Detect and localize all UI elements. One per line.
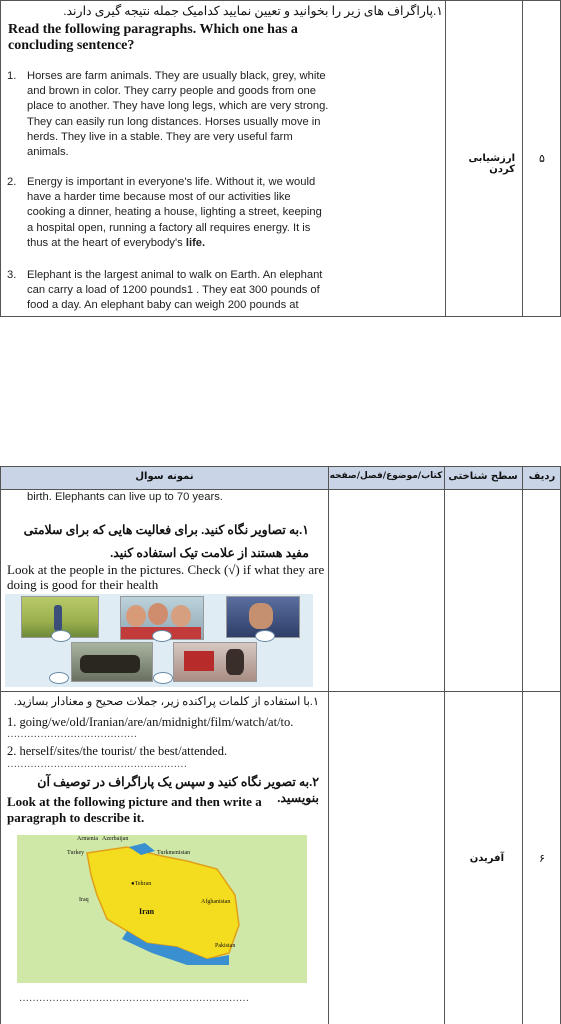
question-instruction-persian: ۱.پاراگراف های زیر را بخوانید و تعیین نمایید کدامیک جمله نتیجه گیری دارند. <box>63 4 443 18</box>
paragraph-list <box>1 69 331 314</box>
question-map-persian: ۲.به تصویر نگاه کنید و سپس یک پاراگراف در توصیف آن بنویسید. <box>37 775 319 805</box>
answer-line: …………………………………………………………… <box>19 993 249 1004</box>
cognitive-level: ارزشیابی کردن <box>468 153 515 175</box>
header-row: ردیف <box>528 471 556 482</box>
map-label-pakistan: Pakistan <box>215 943 236 949</box>
paragraph-text-bold: life. <box>185 236 206 249</box>
question-pictures-english: Look at the people in the pictures. Check (√) if what they are doing is good for their health <box>7 562 325 592</box>
check-bubble[interactable] <box>255 630 275 642</box>
answer-line: ………………………………… <box>7 729 137 740</box>
header-sample-question: نمونه سوال <box>135 471 194 482</box>
map-graphic <box>17 835 307 983</box>
check-bubble[interactable] <box>51 630 71 642</box>
row-number: ۵ <box>539 152 545 165</box>
question-words-persian: ۱.با استفاده از کلمات پراکنده زیر، جملات صحیح و معنادار بسازید. <box>13 696 319 708</box>
word-item-1: 1. going/we/old/Iranian/are/an/midnight/film/watch/at/to. <box>7 715 294 729</box>
table-top <box>0 0 561 317</box>
health-pictures <box>5 594 313 687</box>
check-bubble[interactable] <box>153 672 173 684</box>
map-label-turkmenistan: Turkmenistan <box>157 850 191 856</box>
map-iran <box>17 835 307 983</box>
check-bubble[interactable] <box>49 672 69 684</box>
column-divider <box>522 467 523 1024</box>
row-number: ۶ <box>539 852 545 865</box>
paragraph-continuation: birth. Elephants can live up to 70 years. <box>27 491 223 503</box>
paragraph-text: Horses are farm animals. They are usually black, grey, white and brown in color. They carry people and goods from one place to another. They have long legs, which are very strong. They can easily run long distances. Horses usually move in herds. They live in a stable. They are very useful farm animals. <box>27 70 329 159</box>
question-pictures-persian: ۱.به تصاویر نگاه کنید. برای فعالیت هایی که برای سلامتی مفید هستند از علامت تیک استفاده کنید. <box>23 523 309 560</box>
photo-horse-riding <box>71 642 153 682</box>
question-map-english: Look at the following picture and then write a paragraph to describe it. <box>7 794 262 825</box>
photo-computer <box>173 642 257 682</box>
cognitive-level: آفریدن <box>469 853 504 864</box>
map-label-turkey: Turkey <box>67 850 85 856</box>
list-item: 2. Energy is important in everyone's life. Without it, we would have a harder time because most of our activities like cooking a dinner, heating a house, lighting a street, keeping a hospital open, running a factory all requires energy. It is thus at the heart of everybody's life. <box>7 176 322 249</box>
map-label-armenia: Armenia <box>77 836 98 842</box>
header-book: کتاب/موضوع/فصل/صفحه <box>329 471 443 481</box>
map-label-iraq: Iraq <box>79 897 89 903</box>
map-label-tehran: ●Tehran <box>131 881 152 887</box>
map-label-azerbaijan: Azerbaijan <box>102 836 129 842</box>
column-divider <box>444 467 445 1024</box>
map-label-iran: Iran <box>139 907 155 916</box>
map-label-afghanistan: Afghanistan <box>201 899 231 905</box>
list-item: 1. Horses are farm animals. They are usually black, grey, white and brown in color. They carry people and goods from one place to another. They have long legs, which are very strong. They can easily run long distances. Horses usually move in herds. They live in a stable. They are very useful farm animals. <box>7 70 329 159</box>
word-item-2: 2. herself/sites/the tourist/ the best/attended. <box>7 744 228 758</box>
list-item: 3. Elephant is the largest animal to walk on Earth. An elephant can carry a load of 1200 pounds1 . They eat 300 pounds of food a day. An elephant baby can weigh 200 pounds at <box>7 269 323 312</box>
paragraph-text: Energy is important in everyone's life. Without it, we would have a harder time because most of our activities like cooking a dinner, heating a house, lighting a street, keeping a hospital open, running a factory all requires energy. It is thus at the heart of everybody's <box>27 176 322 249</box>
table-bottom <box>0 466 561 1024</box>
column-divider <box>328 467 329 1024</box>
answer-line: ……………………………………………… <box>7 759 187 770</box>
header-cognitive-level: سطح شناختی <box>448 471 518 482</box>
question-instruction-english: Read the following paragraphs. Which one has a concluding sentence? <box>8 22 298 53</box>
paragraph-text: Elephant is the largest animal to walk on Earth. An elephant can carry a load of 1200 pounds1 . They eat 300 pounds of food a day. An elephant baby can weigh 200 pounds at <box>27 269 323 312</box>
check-bubble[interactable] <box>152 630 172 642</box>
